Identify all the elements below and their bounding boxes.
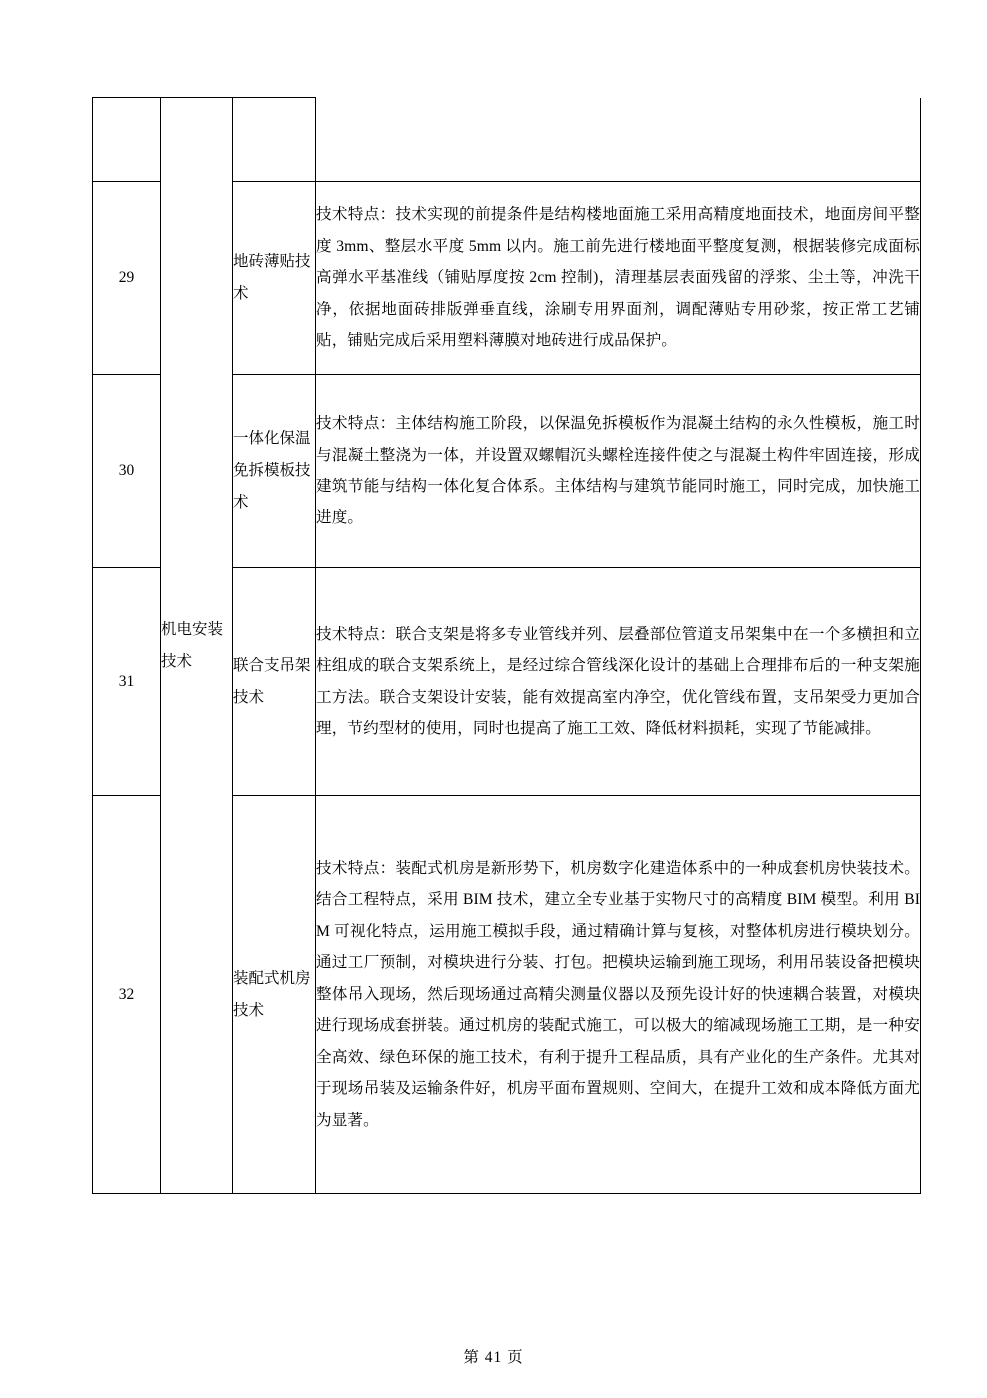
description-cell — [316, 98, 921, 182]
serial-value: 32 — [118, 985, 135, 1003]
technique-name-label: 地砖薄贴技术 — [233, 253, 311, 302]
table-row-continuation — [93, 98, 921, 182]
technique-name-cell — [233, 568, 316, 796]
page-footer — [0, 1345, 987, 1367]
serial-value: 29 — [118, 269, 135, 286]
description-text: 技术特点：技术实现的前提条件是结构楼地面施工采用高精度地面技术，地面房间平整度 3mm、整层水平度 5mm 以内。施工前先进行楼地面平整度复测，根据装修完成面标高弹水平基准线（铺贴厚度按 2cm 控制)，清理基层表面残留的浮浆、尘土等，冲洗干净，依据地面砖排版弹垂直线，涂刷专用界面剂，调配薄贴专用砂浆，按正常工艺铺贴，铺贴完成后采用塑料薄膜对地砖进行成品保护。 — [316, 206, 920, 350]
description-text: 技术特点：装配式机房是新形势下，机房数字化建造体系中的一种成套机房快装技术。结合工程特点，采用 BIM 技术，建立全专业基于实物尺寸的高精度 BIM 模型。利用 BIM 可视化特点，运用施工模拟手段，通过精确计算与复核，对整体机房进行模块划分。通过工厂预制，对模块进行分装、打包。把模块运输到施工现场，利用吊装设备把模块整体吊入现场，然后现场通过高精尖测量仪器以及预先设计好的快速耦合装置，对模块进行现场成套拼装。通过机房的装配式施工，可以极大的缩减现场施工工期，是一种安全高效、绿色环保的施工技术，有利于提升工程品质，具有产业化的生产条件。尤其对于现场吊装及运输条件好，机房平面布置规则、空间大，在提升工效和成本降低方面尤为显著。 — [316, 859, 920, 1129]
technique-name-cell — [233, 182, 316, 375]
page-number-label: 第 41 页 — [463, 1349, 524, 1366]
serial-cell — [93, 98, 161, 182]
category-label: 机电安装技术 — [161, 620, 224, 670]
serial-cell — [93, 568, 161, 796]
technique-name-label: 装配式机房技术 — [233, 969, 311, 1019]
description-cell — [316, 568, 921, 796]
technique-name-label: 联合支吊架技术 — [233, 656, 311, 706]
technique-name-cell — [233, 796, 316, 1194]
technique-name-label: 一体化保温免拆模板技术 — [233, 430, 311, 511]
serial-cell — [93, 375, 161, 568]
serial-value: 30 — [118, 462, 135, 479]
category-cell-merged — [161, 98, 233, 1194]
serial-cell — [93, 182, 161, 375]
description-cell — [316, 796, 921, 1194]
description-text: 技术特点：主体结构施工阶段，以保温免拆模板作为混凝土结构的永久性模板，施工时与混凝土整浇为一体，并设置双螺帽沉头螺栓连接件使之与混凝土构件牢固连接，形成建筑节能与结构一体化复合体系。主体结构与建筑节能同时施工，同时完成，加快施工进度。 — [316, 415, 920, 527]
technique-name-cell — [233, 98, 316, 182]
description-cell — [316, 375, 921, 568]
description-text: 技术特点：联合支架是将多专业管线并列、层叠部位管道支吊架集中在一个多横担和立柱组成的联合支架系统上，是经过综合管线深化设计的基础上合理排布后的一种支架施工方法。联合支架设计安装，能有效提高室内净空，优化管线布置，支吊架受力更加合理，节约型材的使用，同时也提高了施工工效、降低材料损耗，实现了节能减排。 — [316, 625, 920, 737]
serial-cell — [93, 796, 161, 1194]
technique-name-cell — [233, 375, 316, 568]
serial-value: 31 — [118, 672, 135, 690]
technology-table — [92, 97, 921, 1194]
description-cell — [316, 182, 921, 375]
